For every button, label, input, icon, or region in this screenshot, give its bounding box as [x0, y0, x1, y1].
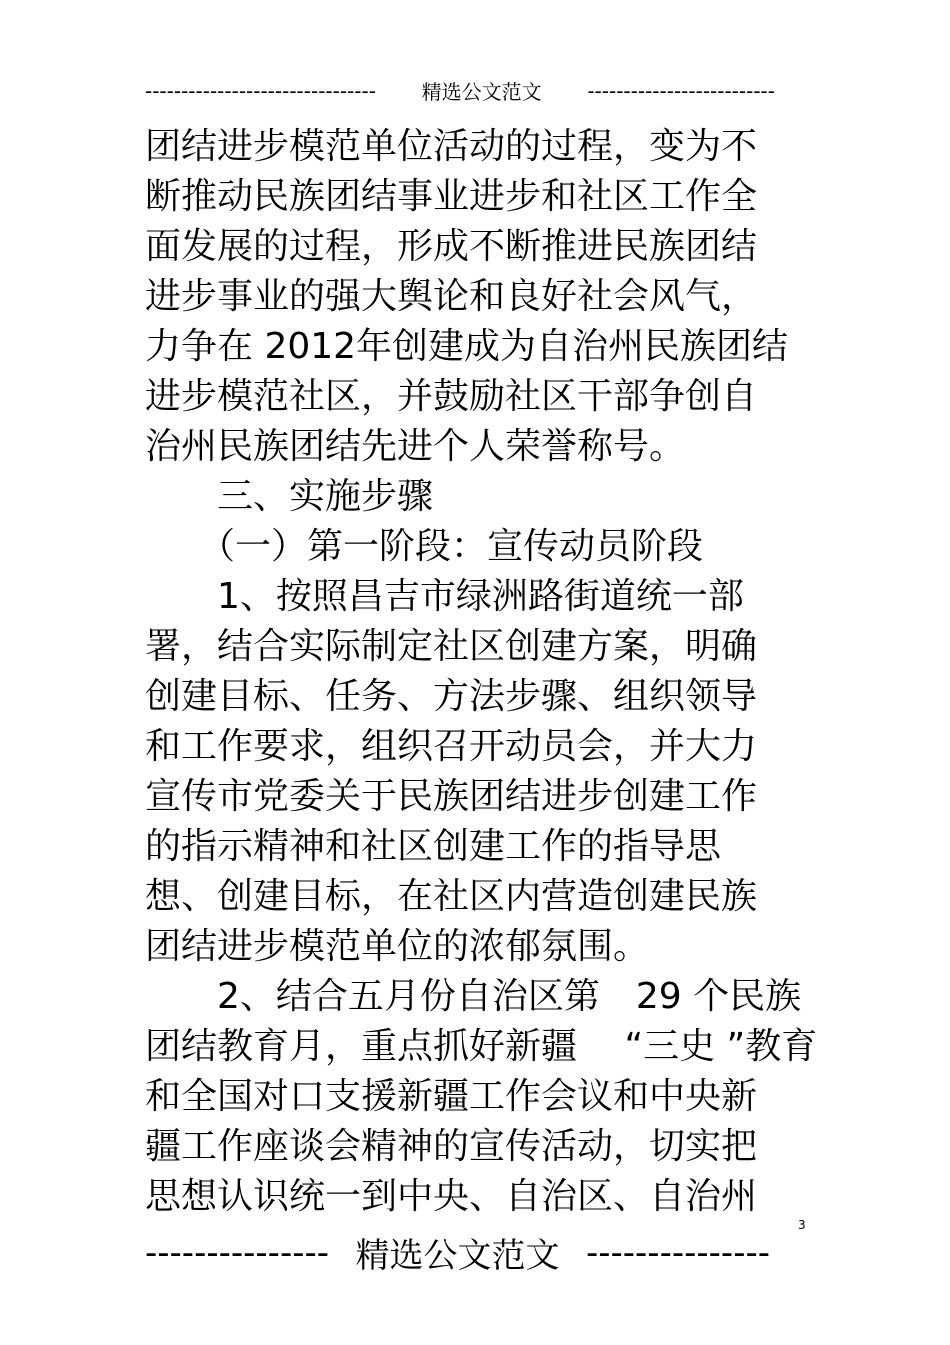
text-line: 团结教育月，重点抓好新疆 “三史 ”教育: [145, 1026, 818, 1067]
text-line: 面发展的过程，形成不断推进民族团结: [145, 226, 758, 267]
text-line: 进步模范社区，并鼓励社区干部争创自: [145, 376, 758, 417]
subsection-heading: （一）第一阶段：宣传动员阶段: [145, 526, 704, 567]
text-line: 想、创建目标，在社区内营造创建民族: [145, 876, 758, 917]
text-line: 宣传市党委关于民族团结进步创建工作: [145, 776, 758, 817]
text-line: 创建目标、任务、方法步骤、组织领导: [145, 676, 758, 717]
document-body: [145, 122, 818, 1222]
page-number: 3: [798, 1218, 806, 1232]
text-line: 2、结合五月份自治区第 29 个民族: [145, 976, 802, 1017]
text-line: 力争在 2012年创建成为自治州民族团结: [145, 326, 789, 367]
text-line: 断推动民族团结事业进步和社区工作全: [145, 176, 758, 217]
text-line: 思想认识统一到中央、自治区、自治州: [145, 1176, 758, 1217]
text-line: 疆工作座谈会精神的宣传活动，切实把: [145, 1126, 758, 1167]
footer-dashes-left: ---------------: [145, 1232, 330, 1273]
page-header: [145, 76, 775, 105]
text-line: 署，结合实际制定社区创建方案，明确: [145, 626, 758, 667]
section-heading: 三、实施步骤: [145, 476, 434, 517]
text-line: 进步事业的强大舆论和良好社会风气，: [145, 276, 758, 317]
text-line: 治州民族团结先进个人荣誉称号。: [145, 426, 686, 467]
footer-title: 精选公文范文: [355, 1236, 560, 1276]
text-line: 1、按照昌吉市绿洲路街道统一部: [145, 576, 744, 617]
text-line: 团结进步模范单位的浓郁氛围。: [145, 926, 650, 967]
text-line: 的指示精神和社区创建工作的指导思: [145, 826, 722, 867]
header-dashes-right: --------------------------: [587, 78, 775, 103]
footer-dashes-right: ---------------: [585, 1232, 770, 1273]
header-dashes-left: --------------------------------: [145, 78, 376, 103]
page-footer: [145, 1228, 770, 1277]
text-line: 和全国对口支援新疆工作会议和中央新: [145, 1076, 758, 1117]
header-title: 精选公文范文: [421, 80, 542, 104]
text-line: 和工作要求，组织召开动员会，并大力: [145, 726, 758, 767]
text-line: 团结进步模范单位活动的过程，变为不: [145, 126, 758, 167]
